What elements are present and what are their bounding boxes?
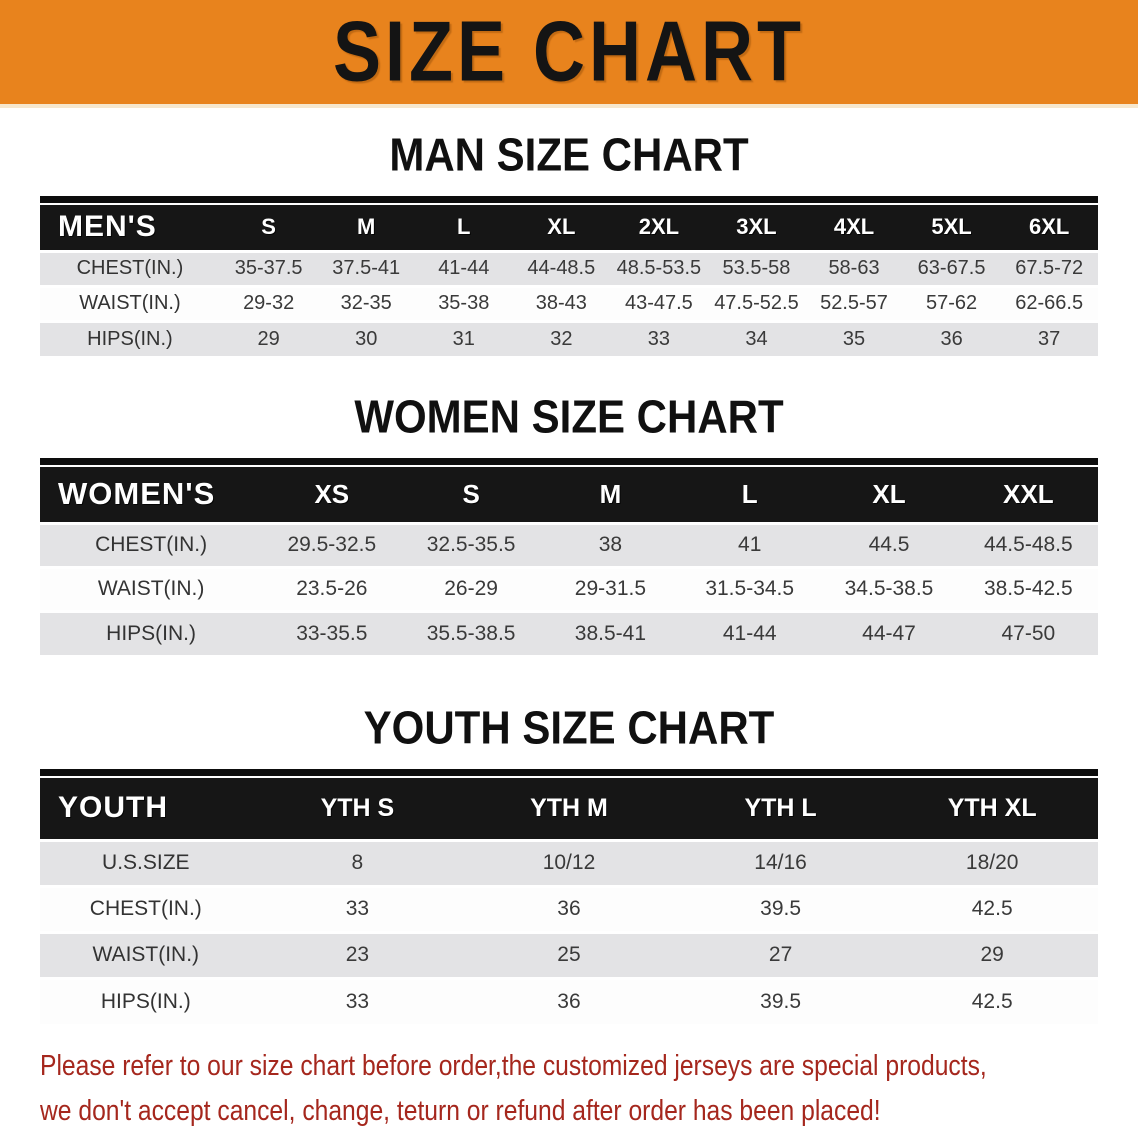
size-value-cell: 32.5-35.5 (426, 533, 516, 556)
size-value-cell: 44-47 (862, 621, 916, 645)
size-value-cell: 63-67.5 (917, 257, 986, 279)
section-men (0, 130, 1138, 356)
size-chart-banner (0, 0, 1138, 108)
measurement-row (40, 567, 1098, 611)
disclaimer-line-1: Please refer to our size chart before order,the customized jerseys are special products, (40, 1050, 987, 1082)
size-value-cell: 52.5-57 (820, 292, 888, 314)
size-table (40, 778, 1098, 1024)
size-column-header: YTH L (675, 778, 887, 840)
size-value-cell: 38 (598, 533, 623, 556)
size-value-cell: 57-62 (926, 292, 978, 314)
size-column-header: YTH XL (886, 778, 1098, 840)
men-section-title: MAN SIZE CHART (389, 128, 749, 181)
measurement-row (40, 611, 1098, 655)
size-value-cell: 35.5-38.5 (426, 621, 516, 645)
size-value-cell: 10/12 (542, 851, 596, 874)
size-value-cell: 48.5-53.5 (616, 257, 702, 279)
measurement-row (40, 251, 1098, 286)
size-table (40, 205, 1098, 356)
size-value-cell: 42.5 (971, 989, 1013, 1013)
size-value-cell: 35 (842, 327, 866, 350)
row-label: CHEST(IN.) (89, 897, 202, 920)
size-column-header: M (541, 467, 680, 523)
section-youth (0, 703, 1138, 1024)
size-value-cell: 29.5-32.5 (287, 533, 377, 556)
row-label: HIPS(IN.) (106, 621, 196, 645)
size-value-cell: 44.5 (868, 533, 910, 556)
row-label: WAIST(IN.) (79, 292, 181, 314)
row-label: WAIST(IN.) (92, 943, 200, 966)
size-column-header: 5XL (903, 205, 1001, 251)
size-value-cell: 32-35 (340, 292, 392, 314)
size-value-cell: 29-32 (243, 292, 295, 314)
size-value-cell: 44.5-48.5 (983, 533, 1073, 556)
size-value-cell: 37.5-41 (332, 257, 401, 279)
size-column-header: L (415, 205, 513, 251)
size-value-cell: 8 (351, 851, 364, 874)
size-value-cell: 39.5 (760, 897, 802, 920)
size-column-header: S (220, 205, 318, 251)
youth-section-title: YOUTH SIZE CHART (363, 701, 775, 754)
women-section-title: WOMEN SIZE CHART (354, 390, 784, 443)
size-value-cell: 62-66.5 (1015, 292, 1084, 314)
size-value-cell: 33 (345, 989, 370, 1013)
size-value-cell: 36 (557, 897, 581, 920)
size-value-cell: 33 (647, 327, 671, 350)
size-column-header: YTH M (463, 778, 675, 840)
size-value-cell: 18/20 (965, 851, 1019, 874)
size-value-cell: 33-35.5 (296, 621, 368, 645)
size-column-header: L (680, 467, 819, 523)
size-value-cell: 38.5-42.5 (983, 577, 1073, 600)
measurement-row (40, 840, 1098, 886)
row-label: WAIST(IN.) (97, 577, 205, 600)
size-value-cell: 38-43 (535, 292, 587, 314)
row-label: HIPS(IN.) (100, 989, 191, 1013)
size-column-header: YTH S (252, 778, 464, 840)
disclaimer-text (40, 1044, 1094, 1134)
size-column-header: 4XL (805, 205, 903, 251)
size-column-header: XXL (959, 467, 1098, 523)
size-value-cell: 42.5 (971, 897, 1013, 920)
measurement-row (40, 932, 1098, 978)
size-value-cell: 26-29 (444, 577, 498, 600)
size-value-cell: 35-38 (438, 292, 490, 314)
size-column-header: 2XL (610, 205, 708, 251)
size-value-cell: 27 (768, 943, 793, 966)
size-value-cell: 44-48.5 (527, 257, 596, 279)
size-value-cell: 58-63 (828, 257, 880, 279)
section-women (0, 392, 1138, 655)
size-value-cell: 41-44 (722, 621, 777, 645)
size-value-cell: 47.5-52.5 (714, 292, 799, 314)
measurement-row (40, 886, 1098, 932)
measurement-row (40, 523, 1098, 567)
size-column-header: 3XL (708, 205, 806, 251)
size-value-cell: 67.5-72 (1015, 257, 1084, 279)
size-value-cell: 47-50 (1001, 621, 1056, 645)
size-table (40, 467, 1098, 655)
size-value-cell: 36 (940, 327, 963, 350)
size-value-cell: 23 (345, 943, 370, 966)
size-column-header: S (401, 467, 540, 523)
size-value-cell: 36 (557, 989, 581, 1013)
youth-size-table (40, 769, 1098, 1024)
row-label: CHEST(IN.) (95, 533, 208, 556)
size-value-cell: 23.5-26 (296, 577, 368, 600)
size-value-cell: 29 (980, 943, 1004, 966)
banner-title: SIZE CHART (333, 4, 805, 100)
size-column-header: XL (819, 467, 958, 523)
size-value-cell: 34 (745, 327, 768, 350)
table-header-label: YOUTH (40, 778, 252, 840)
size-value-cell: 25 (557, 943, 581, 966)
disclaimer-line-2: we don't accept cancel, change, teturn or refund after order has been placed! (40, 1094, 881, 1127)
row-label: HIPS(IN.) (87, 327, 173, 350)
size-value-cell: 43-47.5 (624, 292, 693, 314)
size-value-cell: 53.5-58 (722, 257, 791, 279)
size-value-cell: 31 (452, 327, 475, 350)
size-value-cell: 30 (355, 327, 378, 350)
size-column-header: XL (513, 205, 611, 251)
size-column-header: XS (262, 467, 401, 523)
size-value-cell: 35-37.5 (234, 257, 303, 279)
size-value-cell: 29-31.5 (574, 577, 647, 600)
size-column-header: M (317, 205, 415, 251)
size-value-cell: 14/16 (754, 851, 807, 874)
size-value-cell: 31.5-34.5 (705, 577, 795, 600)
size-column-header: 6XL (1000, 205, 1098, 251)
men-size-table (40, 196, 1098, 356)
size-value-cell: 34.5-38.5 (844, 577, 934, 600)
measurement-row (40, 978, 1098, 1024)
size-value-cell: 38.5-41 (574, 621, 647, 645)
table-header-label: WOMEN'S (40, 467, 262, 523)
row-label: CHEST(IN.) (76, 257, 184, 279)
size-value-cell: 39.5 (760, 989, 802, 1013)
row-label: U.S.SIZE (102, 851, 190, 874)
women-size-table (40, 458, 1098, 655)
measurement-row (40, 286, 1098, 321)
size-value-cell: 41 (738, 533, 762, 556)
measurement-row (40, 321, 1098, 356)
size-value-cell: 29 (257, 327, 280, 350)
size-value-cell: 33 (345, 897, 370, 920)
size-value-cell: 32 (550, 327, 573, 350)
size-value-cell: 37 (1038, 327, 1061, 350)
table-header-label: MEN'S (40, 205, 220, 251)
size-value-cell: 41-44 (438, 257, 490, 279)
